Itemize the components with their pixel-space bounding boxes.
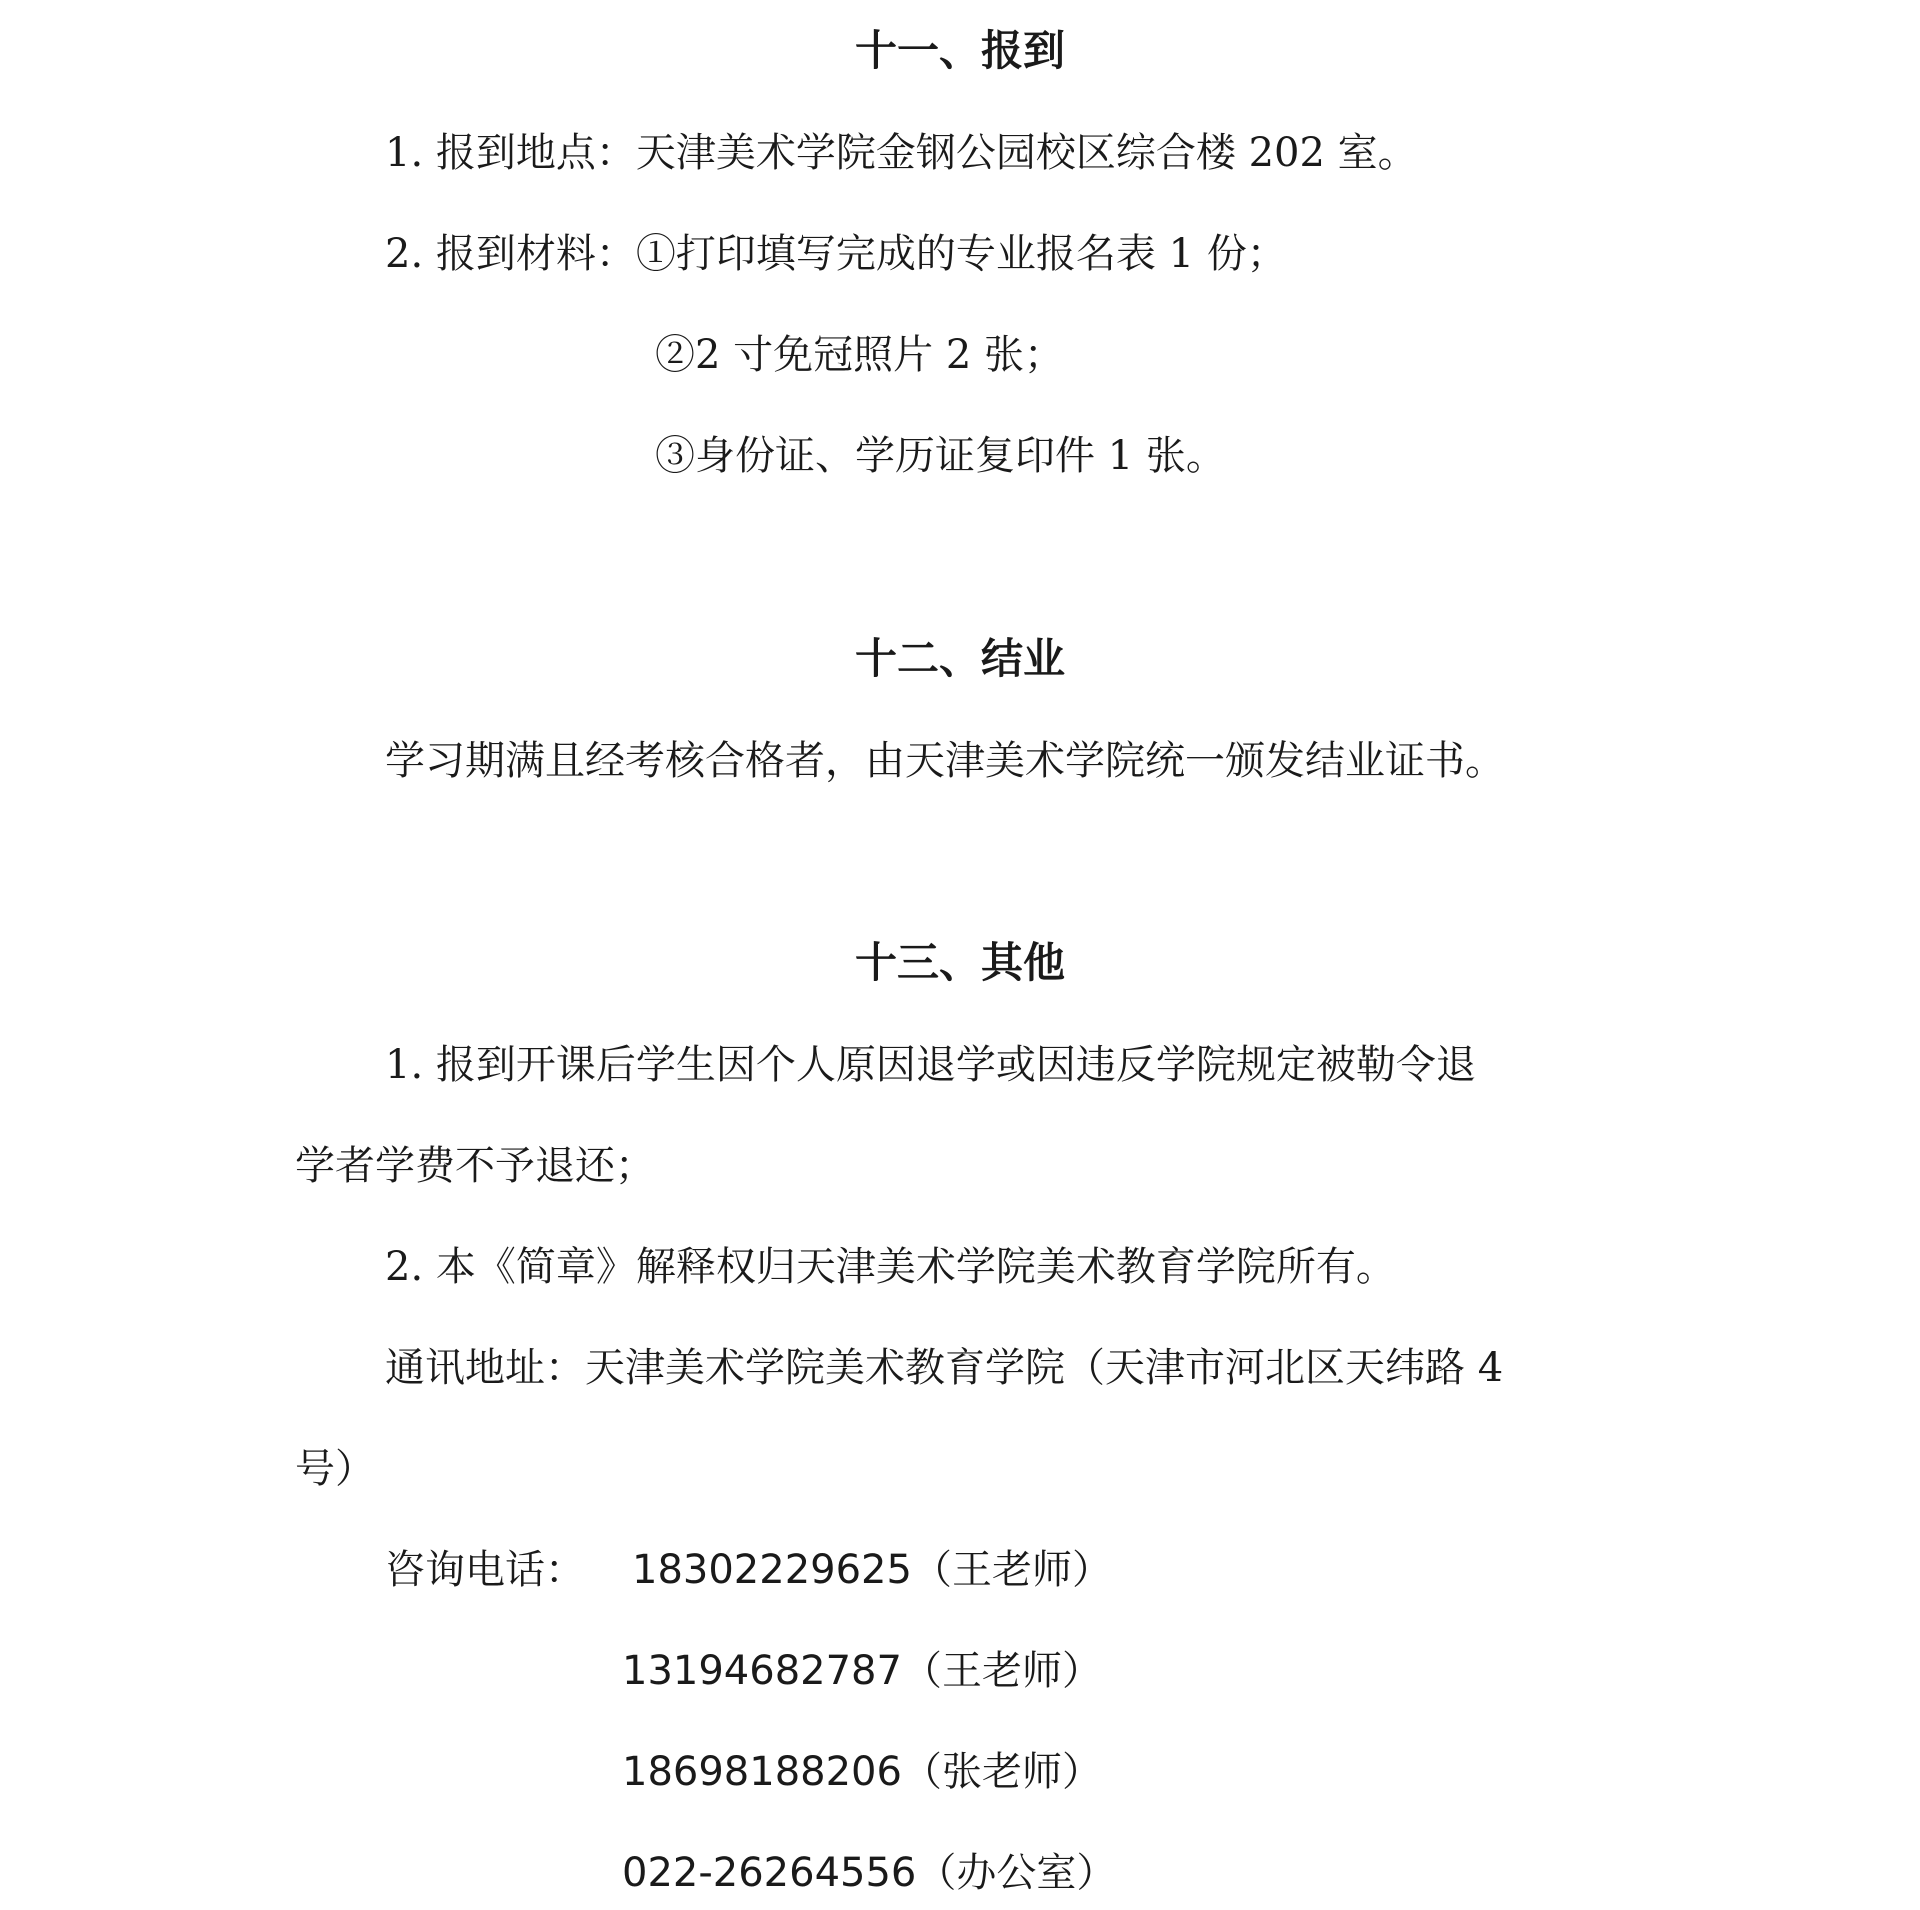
registration-location: 1. 报到地点：天津美术学院金钢公园校区综合楼 202 室。 xyxy=(385,130,1418,176)
registration-materials-item3: ③身份证、学历证复印件 1 张。 xyxy=(655,433,1226,479)
phone-entry-1: 18302229625（王老师） xyxy=(632,1547,1112,1593)
phone-entry-2: 13194682787（王老师） xyxy=(622,1648,1102,1694)
registration-materials-item2: ②2 寸免冠照片 2 张； xyxy=(655,332,1065,378)
section-11-heading: 十一、报到 xyxy=(854,26,1065,75)
phone-entry-3: 18698188206（张老师） xyxy=(622,1749,1102,1795)
section-13-heading: 十三、其他 xyxy=(854,938,1065,987)
phone-label: 咨询电话： xyxy=(385,1547,585,1593)
phone-entry-4: 022-26264556（办公室） xyxy=(622,1850,1117,1896)
completion-text: 学习期满且经考核合格者，由天津美术学院统一颁发结业证书。 xyxy=(385,738,1505,784)
other-item1-line1: 1. 报到开课后学生因个人原因退学或因违反学院规定被勒令退 xyxy=(385,1042,1476,1088)
address-line1: 通讯地址：天津美术学院美术教育学院（天津市河北区天纬路 4 xyxy=(385,1345,1504,1391)
address-line2: 号） xyxy=(295,1446,375,1492)
registration-materials-lead: 2. 报到材料：①打印填写完成的专业报名表 1 份； xyxy=(385,231,1287,277)
other-item2: 2. 本《简章》解释权归天津美术学院美术教育学院所有。 xyxy=(385,1244,1396,1290)
section-12-heading: 十二、结业 xyxy=(854,634,1065,683)
other-item1-line2: 学者学费不予退还； xyxy=(295,1143,655,1189)
